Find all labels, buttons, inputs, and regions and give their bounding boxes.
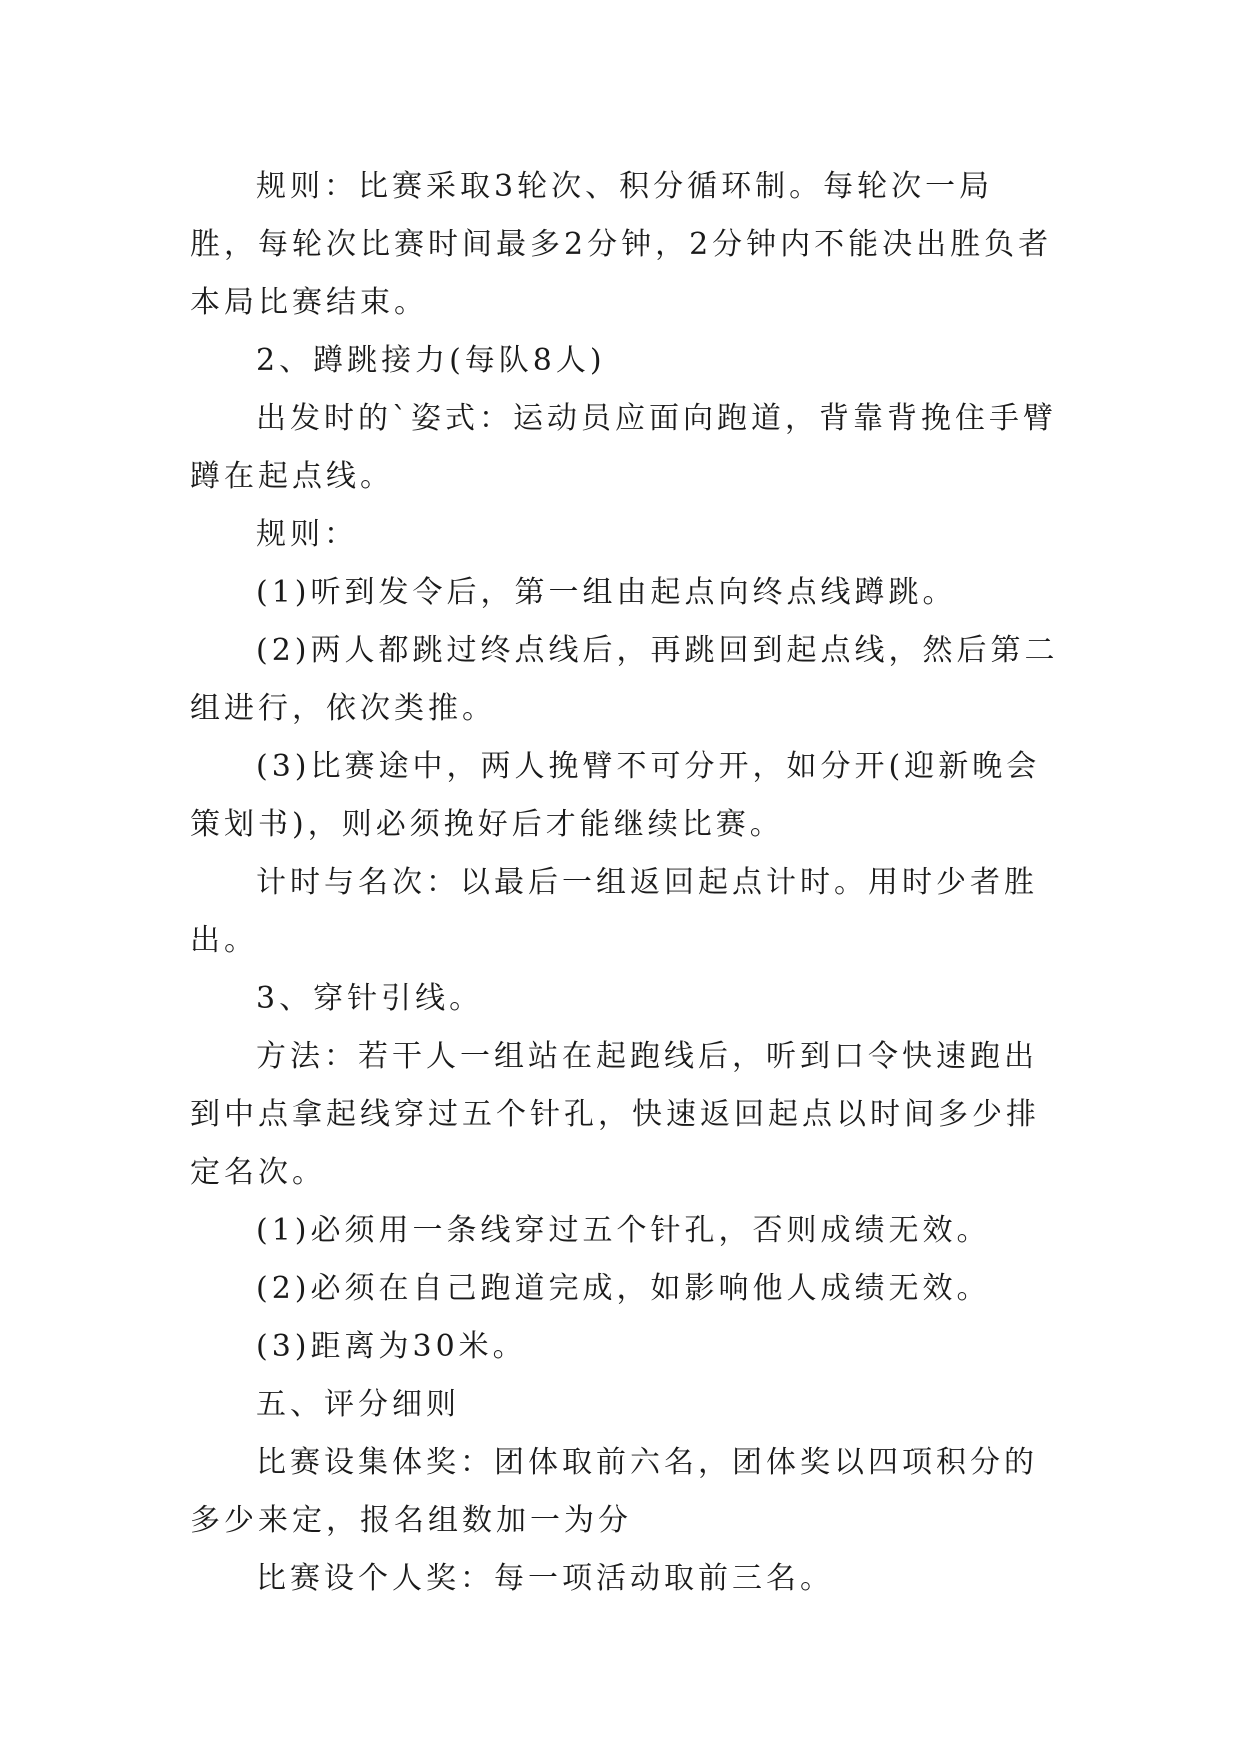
paragraph-team-award: 比赛设集体奖：团体取前六名，团体奖以四项积分的多少来定，报名组数加一为分 xyxy=(190,1445,1038,1538)
paragraph-threading-rule-1: (1)必须用一条线穿过五个针孔，否则成绩无效。 xyxy=(256,1213,991,1248)
paragraph-rule-1: (1)听到发令后，第一组由起点向终点线蹲跳。 xyxy=(256,575,957,610)
paragraph-rules-rounds: 规则：比赛采取3轮次、积分循环制。每轮次一局胜，每轮次比赛时间最多2分钟，2分钟内不能决出胜负者本局比赛结束。 xyxy=(190,169,1053,320)
paragraph-rule-3: (3)比赛途中，两人挽臂不可分开，如分开(迎新晚会策划书)，则必须挽好后才能继续比赛。 xyxy=(190,749,1041,842)
paragraph-rules-label: 规则： xyxy=(256,517,358,552)
paragraph-timing-ranking: 计时与名次：以最后一组返回起点计时。用时少者胜出。 xyxy=(190,865,1038,958)
paragraph-squat-relay-heading: 2、蹲跳接力(每队8人) xyxy=(256,343,606,378)
paragraph-scoring-heading: 五、评分细则 xyxy=(256,1387,460,1422)
paragraph-start-posture: 出发时的`姿式：运动员应面向跑道，背靠背挽住手臂蹲在起点线。 xyxy=(190,401,1057,494)
document-body xyxy=(190,158,1060,1608)
paragraph-individual-award: 比赛设个人奖：每一项活动取前三名。 xyxy=(256,1561,834,1596)
paragraph-threading-rule-3: (3)距离为30米。 xyxy=(256,1329,527,1364)
paragraph-rule-2: (2)两人都跳过终点线后，再跳回到起点线，然后第二组进行，依次类推。 xyxy=(190,633,1059,726)
paragraph-threading-heading: 3、穿针引线。 xyxy=(256,981,484,1016)
paragraph-method: 方法：若干人一组站在起跑线后，听到口令快速跑出到中点拿起线穿过五个针孔，快速返回起点以时间多少排定名次。 xyxy=(190,1039,1040,1190)
paragraph-threading-rule-2: (2)必须在自己跑道完成，如影响他人成绩无效。 xyxy=(256,1271,991,1306)
